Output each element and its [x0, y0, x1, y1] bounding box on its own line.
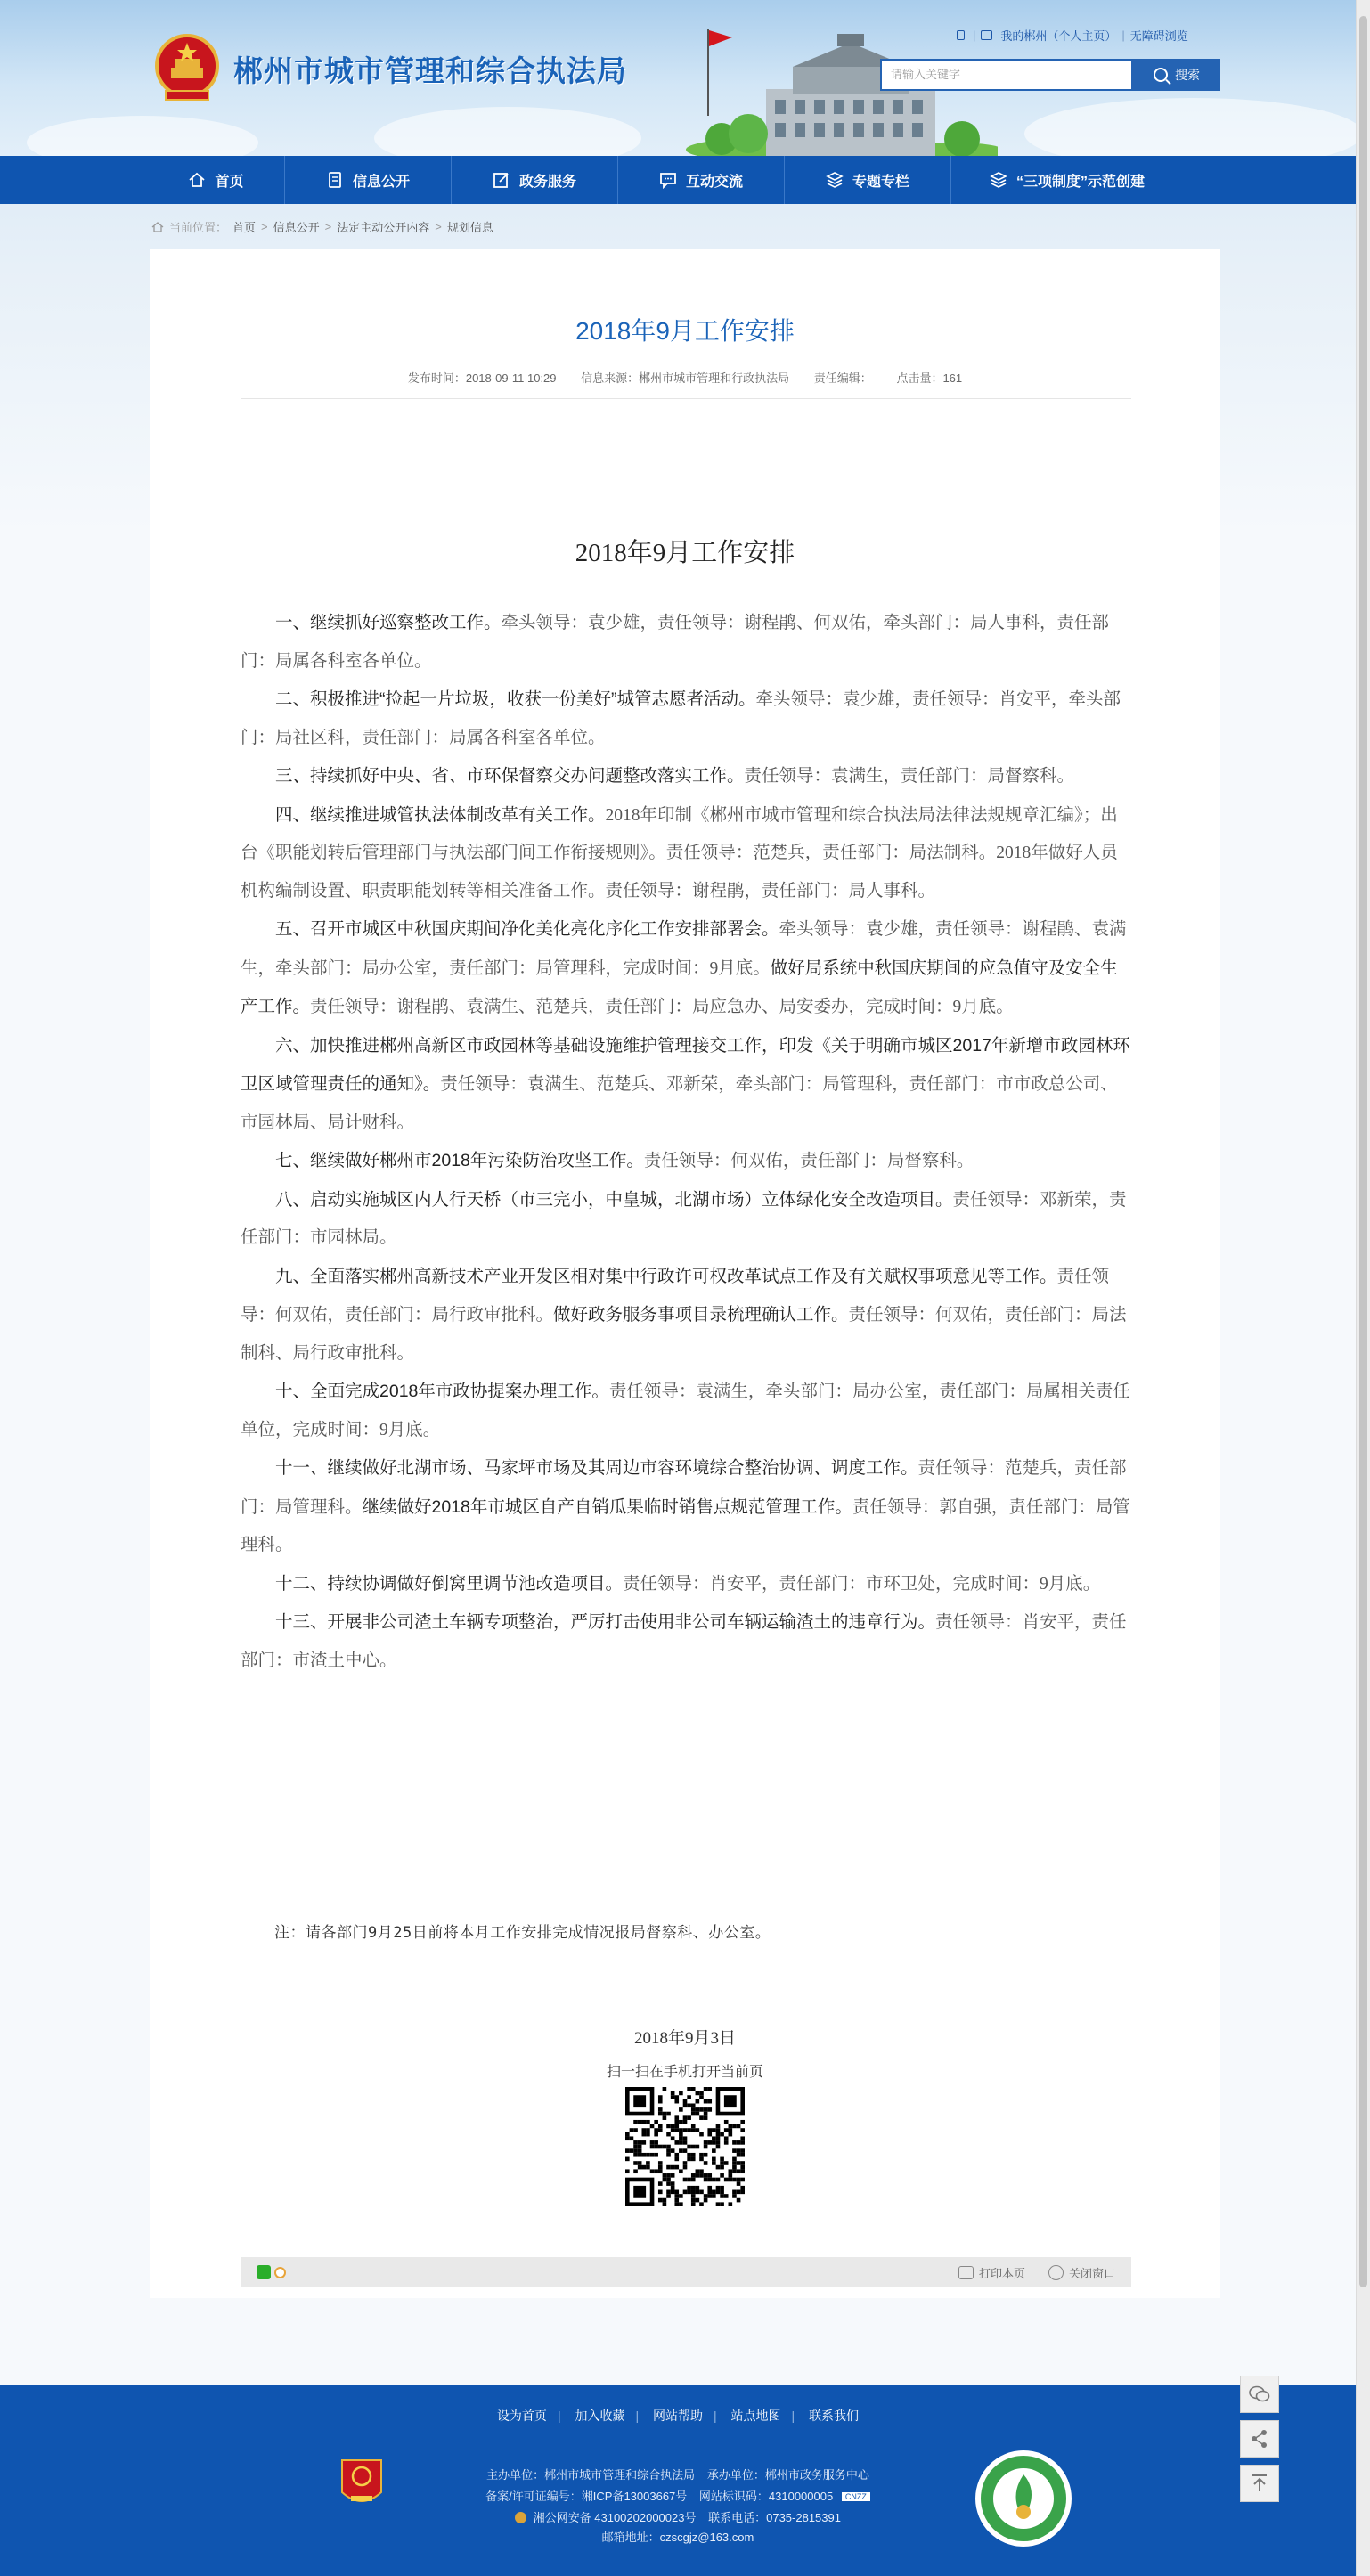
nav-label: 首页 — [215, 174, 244, 190]
search-icon — [1154, 68, 1168, 82]
scrollbar-thumb[interactable] — [1359, 16, 1367, 2287]
breadcrumb-home[interactable]: 首页 — [232, 221, 257, 234]
nav-item-info-disclosure[interactable] — [285, 156, 452, 204]
layers-icon — [826, 171, 844, 189]
view-count: 点击量：161 — [896, 371, 963, 385]
main-nav — [0, 156, 1356, 204]
article-body — [241, 604, 1131, 1680]
footer-icp[interactable]: 备案/许可证编号：湘ICP备13003667号 — [485, 2490, 688, 2503]
wechat-icon — [1249, 2385, 1270, 2403]
back-to-top-button[interactable] — [1240, 2465, 1279, 2502]
breadcrumb-prefix: 当前位置： — [169, 221, 228, 234]
site-title[interactable]: 郴州市城市管理和综合执法局 — [233, 54, 627, 87]
footer-phone: 联系电话：0735-2815391 — [708, 2511, 841, 2524]
search-button[interactable] — [1133, 59, 1220, 91]
paragraph: 十一、继续做好北湖市场、马家坪市场及其周边市容环境综合整治协调、调度工作。责任领导：范楚兵，责任部门：局管理科。继续做好2018年市城区自产自销瓜果临时销售点规范管理工作。责任领导：郭自强，责任部门：局管理科。 — [241, 1458, 1130, 1554]
breadcrumb-info-disclosure[interactable]: 信息公开 — [273, 221, 320, 234]
breadcrumb-planning-info[interactable]: 规划信息 — [446, 221, 493, 234]
cloud-decoration — [1024, 98, 1356, 156]
chat-icon — [659, 171, 677, 189]
weibo-share-icon[interactable] — [274, 2267, 286, 2278]
page-scrollbar[interactable] — [1356, 0, 1370, 2576]
footer-email: 邮箱地址：czscgjz@163.com — [601, 2531, 754, 2544]
info-source: 信息来源：郴州市城市管理和行政执法局 — [581, 371, 790, 385]
nav-label: 政务服务 — [518, 174, 576, 190]
share-icon — [1250, 2429, 1269, 2449]
home-icon — [188, 171, 206, 189]
cnzz-badge[interactable]: CNZZ — [842, 2492, 870, 2501]
accessibility-icon — [957, 30, 965, 40]
article-date: 2018年9月3日 — [633, 2029, 736, 2048]
close-label: 关闭窗口 — [1068, 2266, 1115, 2280]
paragraph: 十、全面完成2018年市政协提案办理工作。责任领导：袁满生，牵头部门：局办公室，责任部门：局属相关责任单位，完成时间：9月底。 — [241, 1382, 1130, 1439]
search-button-label: 搜索 — [1175, 68, 1200, 82]
printer-icon — [958, 2266, 974, 2279]
footer-link-help[interactable]: 网站帮助 — [653, 2409, 703, 2423]
article-note: 注：请各部门9月25日前将本月工作安排完成情况报局督察科、办公室。 — [274, 1924, 771, 1942]
breadcrumb: 当前位置： 首页 > 信息公开 > 法定主动公开内容 > 规划信息 — [151, 218, 493, 235]
paragraph: 三、持续抓好中央、省、市环保督察交办问题整改落实工作。责任领导：袁满生，责任部门：局督察科。 — [275, 766, 1075, 786]
close-icon — [1048, 2265, 1064, 2280]
editor: 责任编辑： — [813, 371, 872, 385]
document-title: 2018年9月工作安排 — [575, 539, 795, 567]
article-card — [150, 249, 1220, 2298]
paragraph: 七、继续做好郴州市2018年污染防治攻坚工作。责任领导：何双佑，责任部门：局督察科。 — [275, 1151, 974, 1170]
wechat-share-icon[interactable] — [257, 2265, 271, 2279]
paragraph: 二、积极推进“捡起一片垃圾，收获一份美好”城管志愿者活动。牵头领导：袁少雄，责任领导：肖安平，牵头部门：局社区科，责任部门：局属各科室各单位。 — [241, 689, 1121, 747]
footer-links: 设为首页 | 加入收藏 | 网站帮助 | 站点地图 | 联系我们 — [0, 2407, 1356, 2425]
qr-label: 扫一扫在手机打开当前页 — [606, 2065, 763, 2080]
print-label: 打印本页 — [978, 2266, 1025, 2280]
search-input[interactable]: 请输入关键字 — [880, 59, 1133, 91]
close-window-button[interactable] — [1048, 2264, 1115, 2281]
article-meta — [150, 369, 1220, 386]
nav-item-special-topics[interactable] — [785, 156, 951, 204]
home-icon — [151, 222, 164, 232]
nav-label: 互动交流 — [685, 174, 743, 190]
paragraph: 九、全面落实郴州高新技术产业开发区相对集中行政许可权改革试点工作及有关赋权事项意见等工作。责任领导：何双佑，责任部门：局行政审批科。做好政务服务事项目录梳理确认工作。责任领导：何双佑，责任部门：局法制科、局行政审批科。 — [241, 1266, 1127, 1363]
nav-item-interaction[interactable] — [618, 156, 785, 204]
footer-site-code: 网站标识码：4310000005 — [698, 2490, 834, 2503]
layers-icon — [990, 171, 1007, 189]
national-emblem-icon — [153, 32, 221, 103]
breadcrumb-statutory-content[interactable]: 法定主动公开内容 — [337, 221, 430, 234]
side-float-bar — [1240, 2376, 1279, 2509]
police-badge-icon — [515, 2512, 526, 2523]
footer-organizer: 承办单位：郴州市政务服务中心 — [706, 2468, 869, 2482]
site-header — [0, 0, 1356, 156]
nav-item-three-systems[interactable] — [951, 156, 1183, 204]
nav-label: “三项制度”示范创建 — [1015, 174, 1145, 190]
footer-link-favorite[interactable]: 加入收藏 — [575, 2409, 625, 2423]
government-building-illustration — [686, 27, 998, 156]
cloud-decoration — [27, 116, 258, 156]
divider — [241, 398, 1131, 399]
edit-icon — [493, 171, 510, 189]
paragraph: 八、启动实施城区内人行天桥（市三完小，中皇城，北湖市场）立体绿化安全改造项目。责任领导：邓新荣，责任部门：市园林局。 — [241, 1189, 1127, 1247]
site-footer — [0, 2385, 1356, 2576]
paragraph: 一、继续抓好巡察整改工作。牵头领导：袁少雄，责任领导：谢程鹃、何双佑，牵头部门：局人事科，责任部门：局属各科室各单位。 — [241, 613, 1110, 671]
accessibility-link[interactable]: 无障碍浏览 — [1129, 29, 1188, 43]
nav-label: 专题专栏 — [852, 174, 909, 190]
footer-public-security[interactable]: 湘公网安备 43100202000023号 — [533, 2511, 697, 2524]
paragraph: 五、召开市城区中秋国庆期间净化美化亮化序化工作安排部署会。牵头领导：袁少雄，责任领导：谢程鹃、袁满生，牵头部门：局办公室，责任部门：局管理科，完成时间：9月底。做好局系统中秋国庆期间的应急值守及安全生产工作。责任领导：谢程鹃、袁满生、范楚兵，责任部门：局应急办、局安委办，完成时间：9月底。 — [241, 919, 1127, 1016]
civilized-city-badge-icon[interactable] — [973, 2448, 1074, 2549]
wechat-button[interactable] — [1240, 2376, 1279, 2413]
document-icon — [326, 171, 344, 189]
article-title: 2018年9月工作安排 — [575, 317, 795, 345]
footer-link-contact[interactable]: 联系我们 — [809, 2409, 860, 2423]
qr-code-icon — [625, 2087, 745, 2206]
paragraph: 四、继续推进城管执法体制改革有关工作。2018年印制《郴州市城市管理和综合执法局法律法规规章汇编》；出台《职能划转后管理部门与执法部门间工作衔接规则》。责任领导：范楚兵，责任部门：局法制科。2018年做好人员机构编制设置、职责职能划转等相关准备工作。责任领导：谢程鹃，责任部门：局人事科。 — [241, 804, 1118, 901]
print-button[interactable] — [958, 2264, 1025, 2281]
nav-item-home[interactable] — [148, 156, 285, 204]
nav-label: 信息公开 — [352, 174, 410, 190]
publish-time: 发布时间：2018-09-11 10:29 — [407, 371, 557, 385]
share-button[interactable] — [1240, 2420, 1279, 2458]
paragraph: 六、加快推进郴州高新区市政园林等基础设施维护管理接交工作，印发《关于明确市城区2017年新增市政园林环卫区域管理责任的通知》。责任领导：袁满生、范楚兵、邓新荣，牵头部门：局管理科，责任部门：市市政总公司、市园林局、局计财科。 — [241, 1035, 1130, 1132]
paragraph: 十二、持续协调做好倒窝里调节池改造项目。责任领导：肖安平，责任部门：市环卫处，完成时间：9月底。 — [275, 1573, 1101, 1594]
arrow-up-icon — [1251, 2474, 1268, 2493]
nav-item-gov-services[interactable] — [452, 156, 618, 204]
article-toolbar — [241, 2257, 1131, 2287]
paragraph: 十三、开展非公司渣土车辆专项整治，严厉打击使用非公司车辆运输渣土的违章行为。责任领导：肖安平，责任部门：市渣土中心。 — [241, 1612, 1127, 1670]
footer-link-set-home[interactable]: 设为首页 — [496, 2409, 547, 2423]
footer-link-sitemap[interactable]: 站点地图 — [730, 2409, 781, 2423]
cloud-decoration — [374, 107, 641, 156]
footer-sponsor: 主办单位：郴州市城市管理和综合执法局 — [486, 2468, 696, 2482]
my-chenzhou-link[interactable]: 我的郴州（个人主页） — [1000, 29, 1117, 43]
monitor-icon — [981, 30, 992, 40]
top-links: | 我的郴州（个人主页） | 无障碍浏览 — [957, 27, 1188, 44]
